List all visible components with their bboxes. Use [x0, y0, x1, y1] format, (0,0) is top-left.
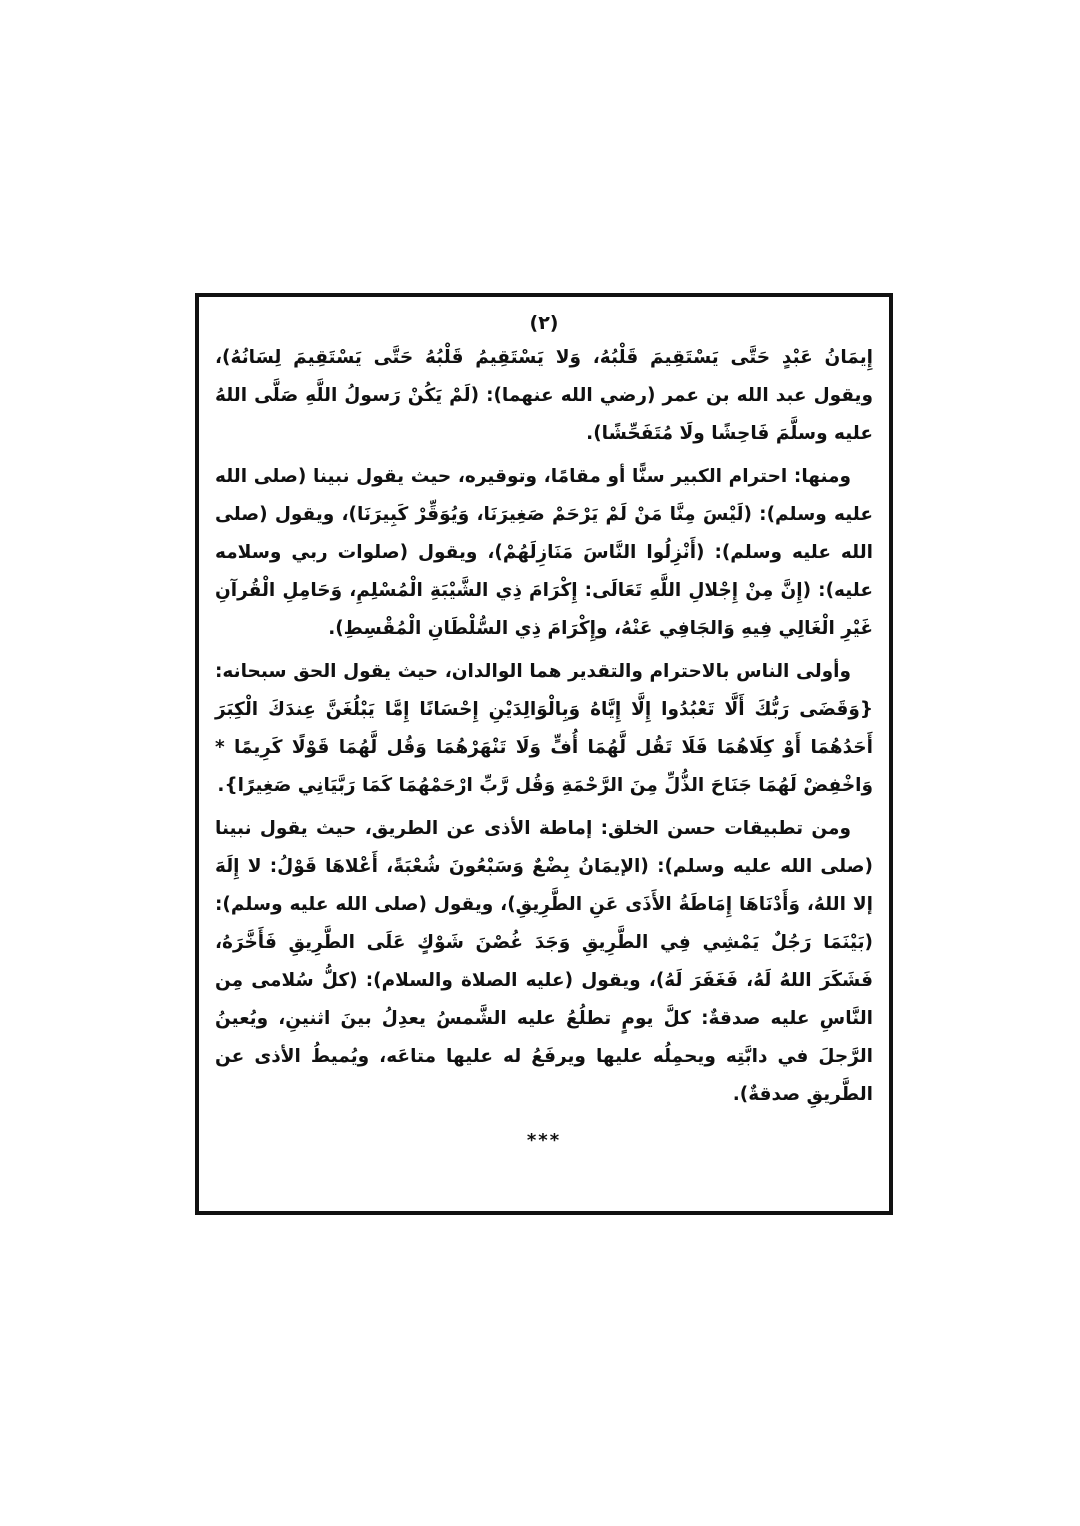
- page-content: [215, 339, 873, 1119]
- paragraph-1: إِيمَانُ عَبْدٍ حَتَّى يَسْتَقِيمَ قَلْبُهُ، وَلا يَسْتَقِيمُ قَلْبُهُ حَتَّى يَسْتَقِيمَ لِسَانُهُ)، ويقول عبد الله بن عمر (رضي الله عنهما): (لَمْ يَكُنْ رَسولُ اللَّهِ صَلَّى اللهُ عليه وسلَّمَ فَاحِشًا ولَا مُتَفَحِّشًا).: [215, 347, 873, 444]
- page-number: (٢): [529, 312, 559, 334]
- paragraph-2: ومنها: احترام الكبير سنًّا أو مقامًا، وتوقيره، حيث يقول نبينا (صلى الله عليه وسلم): (لَيْسَ مِنَّا مَنْ لَمْ يَرْحَمْ صَغِيرَنَا، وَيُوَقِّرْ كَبِيرَنَا)، ويقول (صلى الله عليه وسلم): (أَنْزِلُوا النَّاسَ مَنَازِلَهُمْ)، ويقول (صلوات ربي وسلامه عليه): (إِنَّ مِنْ إِجْلالِ اللَّهِ تَعَالَى: إِكْرَامَ ذِي الشَّيْبَةِ الْمُسْلِمِ، وَحَامِلِ الْقُرآنِ غَيْرِ الْغَالِي فِيهِ وَالجَافِي عَنْهُ، وإِكْرَامَ ذِي السُّلْطَانِ الْمُقْسِطِ).: [215, 466, 873, 639]
- paragraph-4: ومن تطبيقات حسن الخلق: إماطة الأذى عن الطريق، حيث يقول نبينا (صلى الله عليه وسلم): (الإيمَانُ بِضْعٌ وَسَبْعُونَ شُعْبَةً، أَعْلاهَا قَوْلُ: لا إِلَهَ إلا اللهُ، وَأَدْنَاهَا إِمَاطَةُ الأَذَى عَنِ الطَّرِيقِ)، ويقول (صلى الله عليه وسلم): (بَيْنَمَا رَجُلٌ يَمْشِي فِي الطَّرِيقِ وَجَدَ غُصْنَ شَوْكٍ عَلَى الطَّرِيقِ فَأَخَّرَهُ، فَشَكَرَ اللهُ لَهُ، فَغَفَرَ لَهُ)، ويقول (عليه الصلاة والسلام): (كلُّ سُلامى مِن النَّاسِ عليه صدقةٌ: كلَّ يومٍ تطلُعُ عليه الشَّمسُ يعدِلُ بينَ اثنينِ، ويُعينُ الرَّجلَ في دابَّتِه ويحمِلُه عليها ويرفَعُ له عليها متاعَه، ويُميطُ الأذى عن الطَّريقِ صدقةٌ).: [215, 818, 873, 1105]
- section-separator: ***: [526, 1130, 562, 1151]
- paragraph-3: وأولى الناس بالاحترام والتقدير هما الوالدان، حيث يقول الحق سبحانه: {وَقَضَى رَبُّكَ أَلَّا تَعْبُدُوا إِلَّا إِيَّاهُ وَبِالْوَالِدَيْنِ إِحْسَانًا إِمَّا يَبْلُغَنَّ عِندَكَ الْكِبَرَ أَحَدُهُمَا أَوْ كِلَاهُمَا فَلَا تَقُل لَّهُمَا أُفٍّ وَلَا تَنْهَرْهُمَا وَقُل لَّهُمَا قَوْلًا كَرِيمًا * وَاخْفِضْ لَهُمَا جَنَاحَ الذُّلِّ مِنَ الرَّحْمَةِ وَقُل رَّبِّ ارْحَمْهُمَا كَمَا رَبَّيَانِي صَغِيرًا}.: [215, 661, 873, 796]
- page-frame: [195, 293, 893, 1215]
